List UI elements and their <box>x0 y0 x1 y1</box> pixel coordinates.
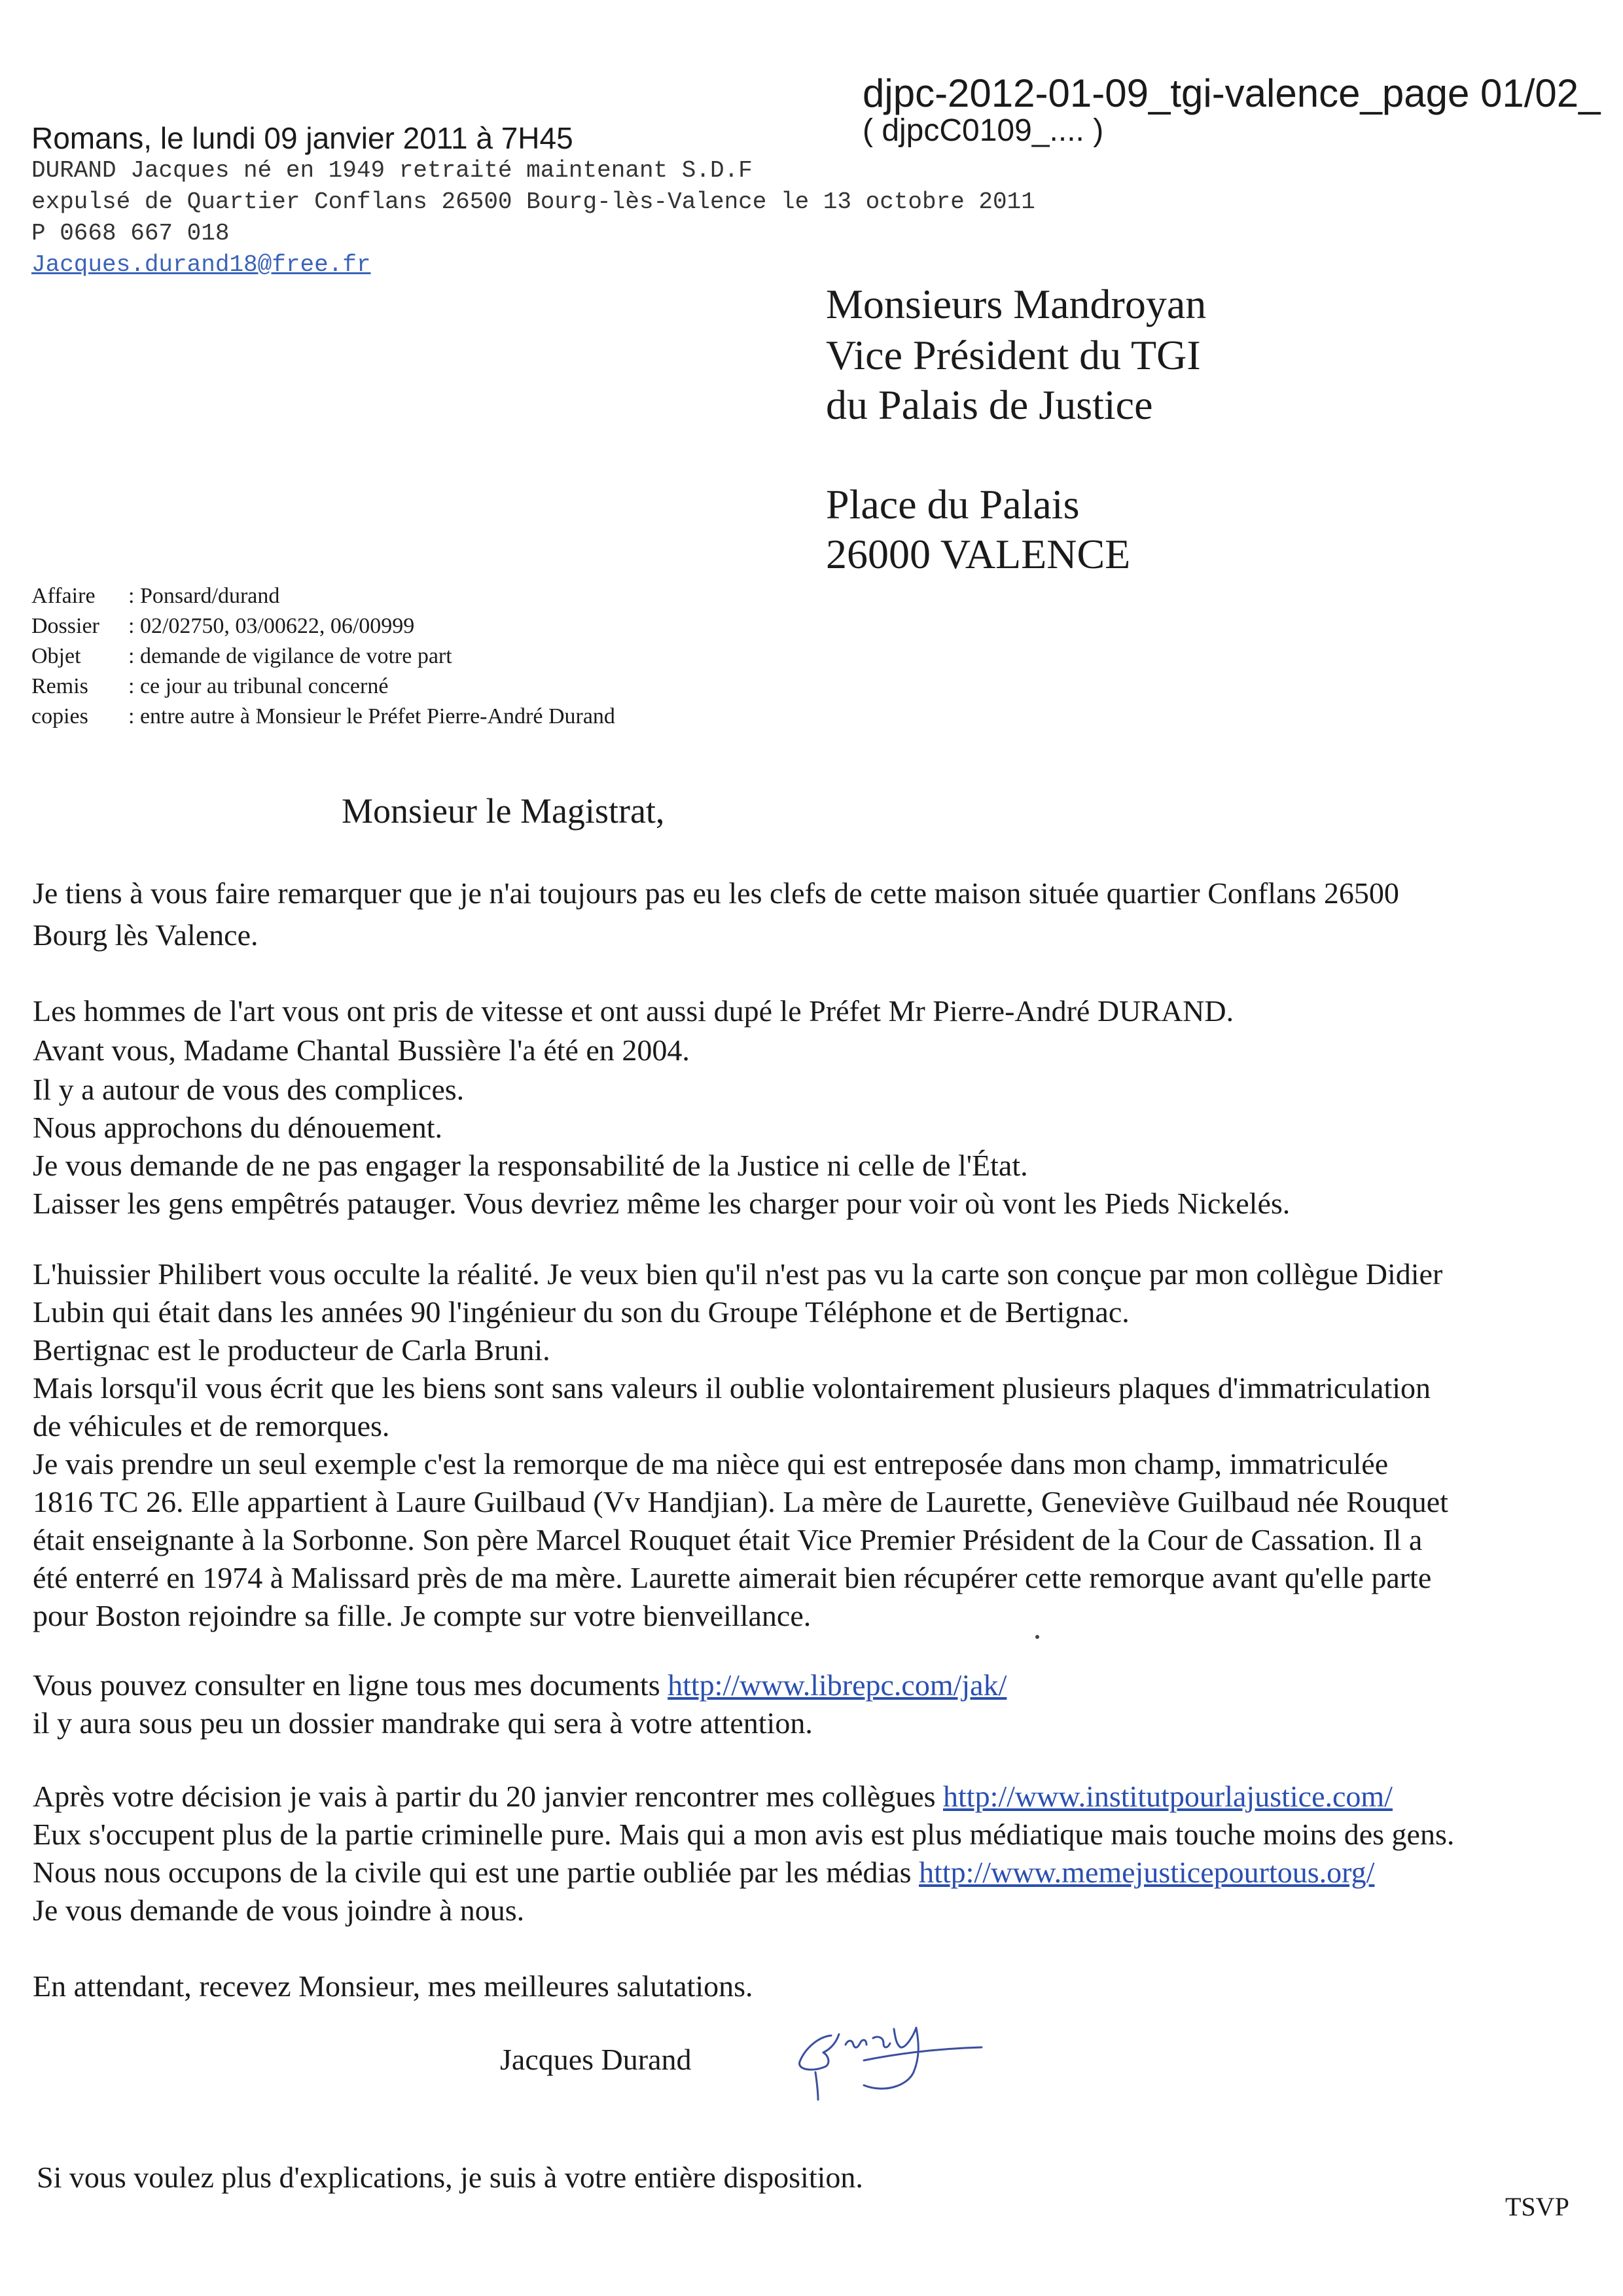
sender-email-link[interactable]: Jacques.durand18@free.fr <box>31 251 371 278</box>
body-line: Je tiens à vous faire remarquer que je n'ai toujours pas eu les clefs de cette maison située quartier Conflans 26500 <box>33 876 1399 910</box>
recipient-city: 26000 VALENCE <box>826 531 1131 577</box>
body-line: Eux s'occupent plus de la partie criminelle pure. Mais qui a mon avis est plus médiatique mais touche moins des gens. <box>33 1818 1455 1851</box>
salutation: Monsieur le Magistrat, <box>342 791 665 831</box>
body-line <box>33 1779 1393 1814</box>
body-line: il y aura sous peu un dossier mandrake qui sera à votre attention. <box>33 1706 813 1740</box>
body-line: 1816 TC 26. Elle appartient à Laure Guilbaud (Vv Handjian). La mère de Laurette, Geneviève Guilbaud née Rouquet <box>33 1485 1448 1518</box>
body-line: Je vous demande de vous joindre à nous. <box>33 1893 525 1927</box>
body-line: était enseignante à la Sorbonne. Son père Marcel Rouquet était Vice Premier Président de la Cour de Cassation. Il a <box>33 1523 1423 1556</box>
body-line <box>33 1855 1374 1890</box>
body-line: Je vous demande de ne pas engager la responsabilité de la Justice ni celle de l'État. <box>33 1149 1028 1182</box>
body-line: été enterré en 1974 à Malissard près de ma mère. Laurette aimerait bien récupérer cette remorque avant qu'elle parte <box>33 1561 1432 1594</box>
recipient-institution: du Palais de Justice <box>826 382 1153 428</box>
recipient-title: Vice Président du TGI <box>826 332 1201 378</box>
body-line: Nous approchons du dénouement. <box>33 1111 442 1144</box>
memejustice-link[interactable]: http://www.memejusticepourtous.org/ <box>919 1856 1375 1889</box>
document-reference: djpc-2012-01-09_tgi-valence_page 01/02_ <box>863 71 1601 115</box>
recipient-street: Place du Palais <box>826 481 1080 528</box>
body-line: Bourg lès Valence. <box>33 918 259 952</box>
scan-speck <box>1035 1635 1039 1639</box>
body-line: Il y a autour de vous des complices. <box>33 1073 465 1106</box>
body-text: Nous nous occupons de la civile qui est une partie oubliée par les médias <box>33 1856 919 1889</box>
body-line: Les hommes de l'art vous ont pris de vitesse et ont aussi dupé le Préfet Mr Pierre-André DURAND. <box>33 994 1234 1028</box>
document-subreference: ( djpcC0109_.... ) <box>863 113 1104 148</box>
sender-address: expulsé de Quartier Conflans 26500 Bourg-lès-Valence le 13 octobre 2011 <box>31 188 1035 215</box>
tsvp-note: TSVP <box>1505 2192 1569 2221</box>
body-line: Lubin qui était dans les années 90 l'ingénieur du son du Groupe Téléphone et de Bertignac. <box>33 1295 1130 1329</box>
meta-label-objet: Objet <box>31 644 81 668</box>
postscript: Si vous voulez plus d'explications, je suis à votre entière disposition. <box>37 2161 863 2194</box>
body-line <box>33 1668 1007 1702</box>
librepc-link[interactable]: http://www.librepc.com/jak/ <box>668 1668 1007 1702</box>
meta-value-objet: : demande de vigilance de votre part <box>128 644 452 668</box>
sender-identity: DURAND Jacques né en 1949 retraité maintenant S.D.F <box>31 157 753 184</box>
meta-value-affaire: : Ponsard/durand <box>128 584 280 608</box>
body-line: de véhicules et de remorques. <box>33 1409 390 1443</box>
body-line: pour Boston rejoindre sa fille. Je compte sur votre bienveillance. <box>33 1599 812 1632</box>
recipient-name: Monsieurs Mandroyan <box>826 281 1207 327</box>
body-line: Je vais prendre un seul exemple c'est la remorque de ma nièce qui est entreposée dans mon champ, immatriculée <box>33 1447 1389 1480</box>
closing-formula: En attendant, recevez Monsieur, mes meilleures salutations. <box>33 1969 753 2003</box>
signatory-name: Jacques Durand <box>500 2043 692 2076</box>
date-line: Romans, le lundi 09 janvier 2011 à 7H45 <box>31 121 573 155</box>
sender-phone: P 0668 667 018 <box>31 220 230 247</box>
meta-value-remis: : ce jour au tribunal concerné <box>128 674 389 698</box>
meta-label-dossier: Dossier <box>31 614 99 638</box>
meta-label-remis: Remis <box>31 674 88 698</box>
body-line: Bertignac est le producteur de Carla Bruni. <box>33 1333 550 1367</box>
handwritten-signature <box>785 2009 1008 2108</box>
institut-link[interactable]: http://www.institutpourlajustice.com/ <box>943 1780 1393 1813</box>
body-line: L'huissier Philibert vous occulte la réalité. Je veux bien qu'il n'est pas vu la carte son conçue par mon collègue Didier <box>33 1257 1443 1291</box>
body-text: Après votre décision je vais à partir du 20 janvier rencontrer mes collègues <box>33 1780 944 1813</box>
body-line: Avant vous, Madame Chantal Bussière l'a été en 2004. <box>33 1033 690 1067</box>
body-line: Mais lorsqu'il vous écrit que les biens sont sans valeurs il oublie volontairement plusieurs plaques d'immatriculation <box>33 1371 1431 1405</box>
meta-label-copies: copies <box>31 704 88 728</box>
meta-value-copies: : entre autre à Monsieur le Préfet Pierre-André Durand <box>128 704 615 728</box>
meta-label-affaire: Affaire <box>31 584 96 608</box>
body-line: Laisser les gens empêtrés patauger. Vous devriez même les charger pour voir où vont les Pieds Nickelés. <box>33 1187 1291 1220</box>
meta-value-dossier: : 02/02750, 03/00622, 06/00999 <box>128 614 415 638</box>
body-text: Vous pouvez consulter en ligne tous mes documents <box>33 1668 668 1702</box>
